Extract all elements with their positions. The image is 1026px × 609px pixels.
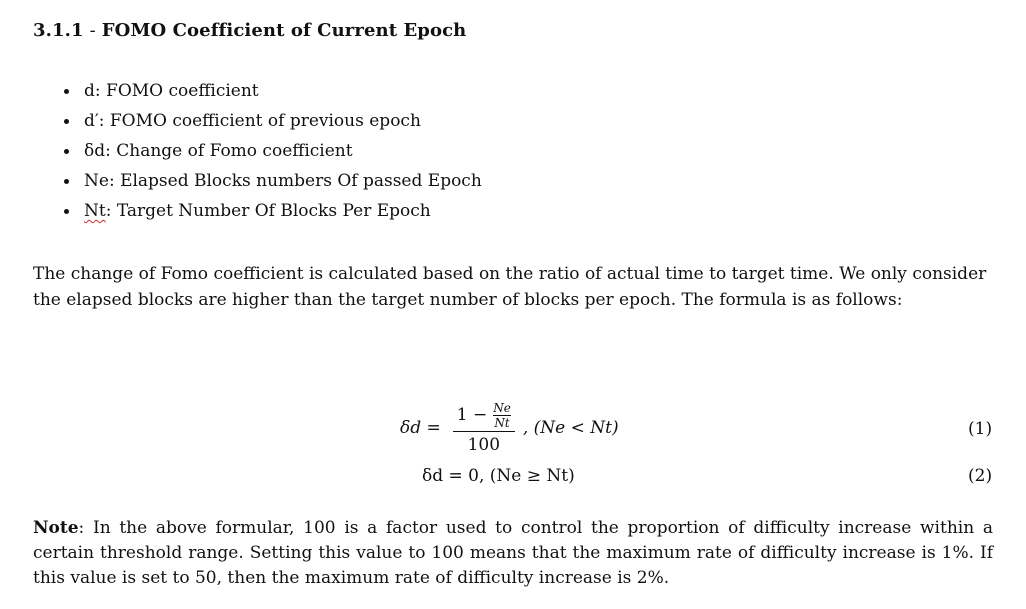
definition-item bbox=[62, 166, 482, 196]
definition-symbol: Nt bbox=[84, 201, 106, 221]
section-title: FOMO Coefficient of Current Epoch bbox=[101, 20, 467, 41]
section-heading bbox=[33, 20, 466, 41]
equation-number-1: (1) bbox=[968, 419, 993, 439]
note-paragraph bbox=[33, 516, 993, 591]
definition-symbol: δd bbox=[84, 141, 106, 161]
formula-1-condition: , (Ne < Nt) bbox=[522, 418, 619, 438]
formula-1-inner-fraction bbox=[493, 402, 511, 429]
formula-1-fraction bbox=[453, 402, 515, 455]
definition-item bbox=[62, 106, 482, 136]
formula-1-denominator: 100 bbox=[467, 434, 501, 455]
definition-list bbox=[62, 76, 482, 226]
definition-text: : Elapsed Blocks numbers Of passed Epoch bbox=[108, 171, 482, 191]
formula-1-inner-numerator: Ne bbox=[493, 400, 511, 415]
definition-item bbox=[62, 76, 482, 106]
definition-text: : Target Number Of Blocks Per Epoch bbox=[105, 201, 431, 221]
section-number: 3.1.1 bbox=[33, 20, 84, 41]
intro-paragraph: The change of Fomo coefficient is calculated based on the ratio of actual time to target time. We only consider the elapsed blocks are higher than the target number of blocks per epoch. The formula is as follows: bbox=[33, 264, 987, 310]
equation-number-2: (2) bbox=[968, 466, 993, 486]
definition-text: : FOMO coefficient bbox=[94, 81, 259, 101]
formula-1 bbox=[400, 397, 619, 459]
section-dash: - bbox=[89, 20, 96, 41]
definition-text: : FOMO coefficient of previous epoch bbox=[98, 111, 421, 131]
definition-text: : Change of Fomo coefficient bbox=[105, 141, 353, 161]
formula-1-lhs: δd = bbox=[400, 418, 441, 438]
note-text: : In the above formular, 100 is a factor used to control the proportion of difficulty increase within a certain threshold range. Setting this value to 100 means that the maximum rate of difficulty increase is 1%. If this value is set to 50, then the maximum rate of difficulty increase is 2%. bbox=[33, 518, 993, 588]
definition-symbol: d′ bbox=[84, 111, 99, 131]
definition-item bbox=[62, 196, 482, 226]
formula-2: δd = 0, (Ne ≥ Nt) bbox=[422, 466, 575, 486]
definition-symbol: d bbox=[84, 81, 95, 101]
definition-item bbox=[62, 136, 482, 166]
formula-1-numerator bbox=[453, 402, 515, 431]
note-label: Note bbox=[33, 518, 79, 538]
definition-symbol: Ne bbox=[84, 171, 109, 191]
formula-1-inner-denominator: Nt bbox=[494, 415, 510, 430]
formula-1-numerator-one: 1 − bbox=[456, 405, 488, 425]
